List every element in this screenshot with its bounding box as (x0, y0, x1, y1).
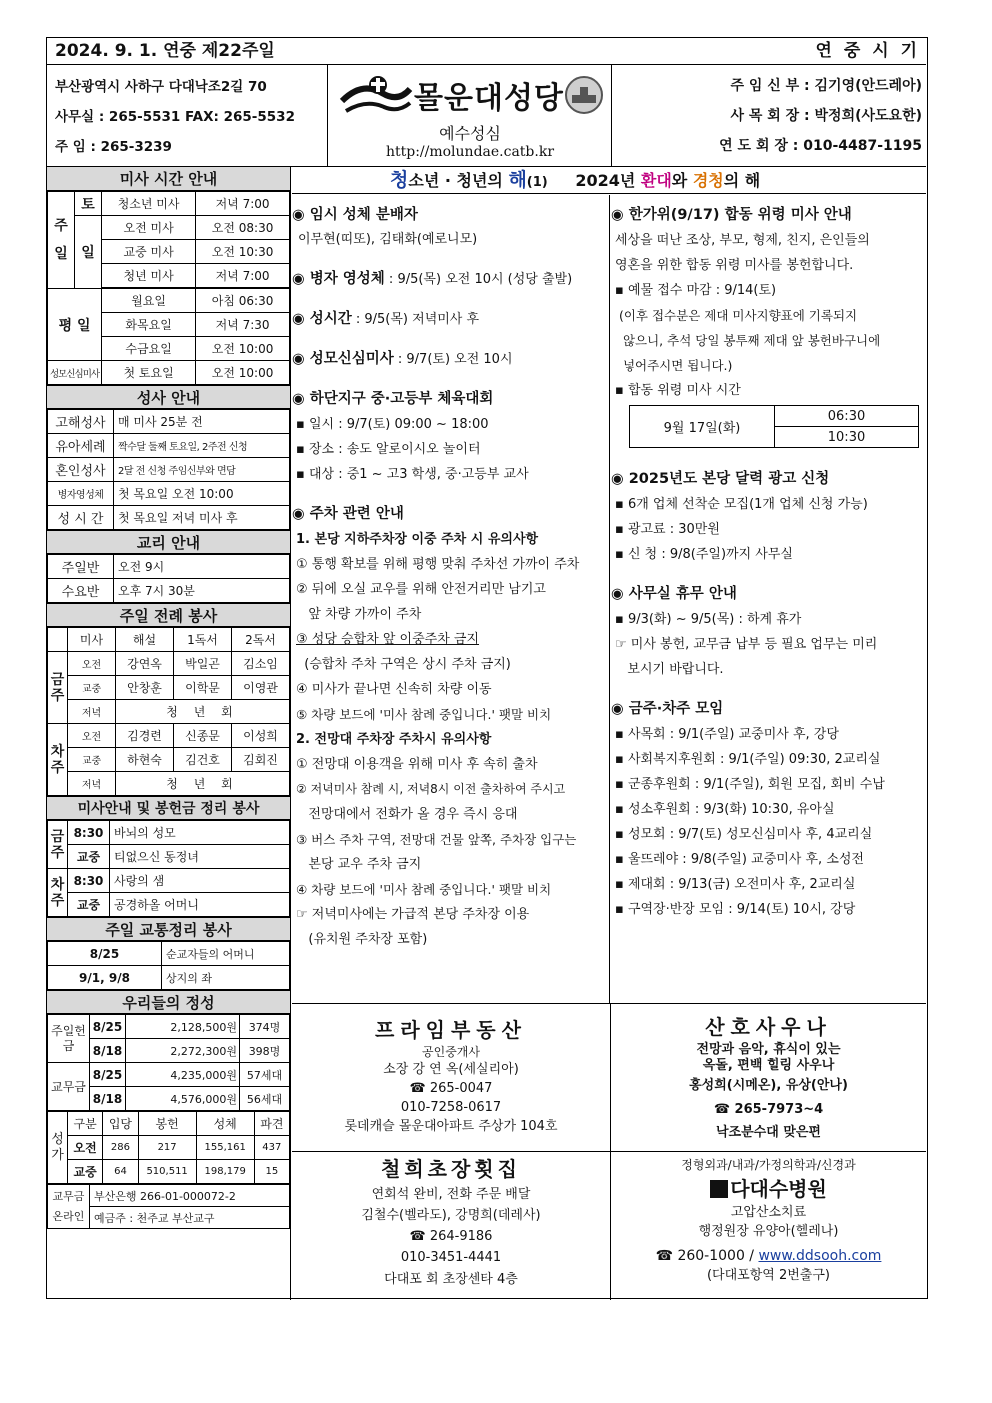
mass-time: 아침 06:30 (196, 289, 290, 313)
ad-title: 프라임부동산 (375, 1018, 527, 1042)
reader: 김경련 (116, 724, 174, 748)
doctrine-table (47, 554, 290, 603)
mass-time: 저녁 7:00 (196, 264, 290, 288)
hospital-logo-icon (710, 1180, 728, 1198)
head-priest: 주 임 신 부 : 김기영(안드레아) (730, 78, 922, 94)
year-banner (292, 167, 926, 194)
mass-slot: 교중 (68, 893, 110, 917)
banner-text: 해 (508, 169, 527, 191)
youth-president: 연 도 회 장 : 010-4487-1195 (719, 138, 922, 154)
parish-url[interactable]: http://molundae.catb.kr (385, 144, 555, 160)
reader: 안창훈 (116, 676, 174, 700)
sacrament-name: 혼인성사 (48, 458, 114, 482)
traffic-title: 주일 교통정리 봉사 (47, 917, 290, 941)
group-name: 순교자들의 어머니 (162, 942, 290, 966)
body-text: ☞ 미사 봉헌, 교무금 납부 등 필요 업무는 미리 (615, 637, 878, 652)
ad-line: 공인중개사 (422, 1045, 480, 1059)
body-text: ▪ 울뜨레야 : 9/8(주일) 교중미사 후, 소성전 (615, 852, 864, 867)
col-header: 파견 (254, 1112, 289, 1136)
class-name: 수요반 (48, 579, 114, 603)
body-text: (이후 접수분은 제대 미사지향표에 기록되지 (615, 308, 858, 323)
sunday-offering-label: 주일헌금 (48, 1015, 90, 1063)
memorial-time: 10:30 (775, 427, 919, 448)
account-holder: 예금주 : 천주교 부산교구 (90, 1207, 290, 1229)
body-text: ① 통행 확보를 위해 평행 맞춰 주차선 가까이 주차 (296, 557, 580, 572)
doctrine-title: 교리 안내 (47, 530, 290, 554)
ad-title: 산호사우나 (705, 1015, 832, 1039)
ad-line: 홍성희(시메온), 유상(안나) (689, 1078, 848, 1093)
body-text: ▪ 구역장·반장 모임 : 9/14(토) 10시, 강당 (615, 902, 856, 917)
mass-slot: 교중 (68, 845, 110, 869)
body-text: ▪ 일시 : 9/7(토) 09:00 ~ 18:00 (296, 417, 489, 432)
sacraments-title: 성사 안내 (47, 385, 290, 409)
middle-column (292, 195, 610, 1003)
mass-slot: 저녁 (68, 772, 116, 796)
il-label: 일 (75, 216, 102, 289)
mass-slot: 8:30 (68, 821, 110, 845)
body-text: ② 뒤에 오실 교우를 위해 안전거리만 남기고 (296, 582, 546, 597)
mass-name: 오전 미사 (102, 216, 196, 240)
mass-name: 청년 미사 (102, 264, 196, 288)
banner-text: 와 (671, 171, 693, 190)
section-heading: ◉ 하단지구 중·고등부 체육대회 (292, 391, 494, 407)
group-name: 티없으신 동정녀 (110, 845, 290, 869)
body-text: 앞 차량 가까이 주차 (296, 607, 422, 622)
section-heading: ◉ 임시 성체 분배자 (292, 207, 418, 223)
bulletin-sheet (46, 37, 928, 1299)
amount: 2,272,300원 (126, 1039, 240, 1063)
ad-line: 연회석 완비, 전화 주문 배달 (371, 1187, 531, 1202)
reader: 이성희 (232, 724, 290, 748)
mass-times-table (47, 191, 290, 385)
mass-name: 첫 토요일 (102, 361, 196, 385)
banner-text: 2024년 (575, 171, 641, 190)
sacrament-name: 병자영성체 (48, 482, 114, 506)
body-text: ④ 차량 보드에 '미사 참례 중입니다.' 팻말 비치 (296, 882, 552, 897)
body-text: ▪ 사회복지후원회 : 9/1(주일) 09:30, 2교리실 (615, 752, 881, 767)
reader: 김건호 (174, 748, 232, 772)
mass-slot: 오전 (68, 724, 116, 748)
mass-slot: 오전 (68, 1136, 103, 1160)
section-heading: ◉ 주차 관련 안내 (292, 506, 404, 522)
memorial-mass-table (629, 405, 919, 448)
mass-times-title: 미사 시간 안내 (47, 167, 290, 191)
banner-text: 환대 (640, 171, 672, 190)
col-header: 미사 (68, 628, 116, 652)
banner-text: 청 (390, 169, 409, 191)
body-text: ▪ 신 청 : 9/8(주일)까지 사무실 (615, 547, 793, 562)
body-text: 영혼을 위한 합동 위령 미사를 봉헌합니다. (615, 258, 854, 273)
date: 8/18 (90, 1039, 126, 1063)
reader: 김소임 (232, 652, 290, 676)
sacraments-table (47, 409, 290, 530)
col-header: 성체 (196, 1112, 254, 1136)
finance-title: 우리들의 정성 (47, 990, 290, 1014)
col-header: 봉헌 (138, 1112, 196, 1136)
online-label: 교무금 온라인 (48, 1185, 90, 1229)
body-text: ▪ 장소 : 송도 알로이시오 놀이터 (296, 442, 481, 457)
mass-time: 오전 10:00 (196, 337, 290, 361)
weekday-label: 평 일 (48, 289, 102, 361)
mass-time: 오전 10:00 (196, 361, 290, 385)
body-text: 전망대에서 전화가 올 경우 즉시 응대 (296, 807, 518, 822)
body-text: ▪ 성소후원회 : 9/3(화) 10:30, 유아실 (615, 802, 835, 817)
mass-name: 청소년 미사 (102, 192, 196, 216)
parish-logo-area (327, 65, 611, 167)
mass-slot: 교중 (68, 748, 116, 772)
body-text: 않으니, 추석 당일 봉투째 제대 앞 봉헌바구니에 (615, 333, 881, 348)
ad-sauna (611, 1012, 926, 1144)
ad-real-estate (292, 1015, 610, 1136)
date: 8/25 (48, 942, 162, 966)
ad-line: ☎ 260-1000 / www.ddsooh.com (655, 1248, 882, 1264)
col-header: 2독서 (232, 628, 290, 652)
reader: 신종문 (174, 724, 232, 748)
patron-saint: 예수성심 (439, 124, 501, 143)
body-text: 본당 교우 주차 금지 (296, 857, 422, 872)
contact-info (47, 65, 327, 167)
count: 374명 (240, 1015, 290, 1039)
ad-hospital (611, 1156, 926, 1285)
group-name: 사랑의 샘 (110, 869, 290, 893)
body-text: 이무현(띠또), 김태화(예로니모) (298, 232, 478, 247)
section-heading: ◉ 한가위(9/17) 합동 위령 미사 안내 (611, 207, 852, 223)
group-name: 상지의 좌 (162, 966, 290, 990)
pastor-phone: 주 임 : 265-3239 (55, 139, 172, 155)
ad-line: 소장 강 연 옥(세실리아) (383, 1062, 519, 1077)
tithe-label: 교무금 (48, 1063, 90, 1111)
col-header: 구분 (68, 1112, 103, 1136)
ad-line: 고압산소치료 (730, 1205, 807, 1220)
ad-line: 다대포 회 초장센타 4층 (384, 1272, 518, 1287)
memorial-date: 9월 17일(화) (630, 406, 775, 448)
mass-time: 저녁 7:30 (196, 313, 290, 337)
body-text: ▪ 군종후원회 : 9/1(주일), 회원 모집, 회비 수납 (615, 777, 885, 792)
banner-text: 소년 · 청년의 (408, 171, 509, 190)
ad-line: 낙조분수대 맞은편 (716, 1125, 821, 1140)
body-text: ☞ 저녁미사에는 가급적 본당 주차장 이용 (296, 907, 530, 922)
sacrament-name: 유아세례 (48, 434, 114, 458)
body-text: ▪ 대상 : 중1 ~ 고3 학생, 중·고등부 교사 (296, 467, 529, 482)
body-text: ▪ 제대회 : 9/13(금) 오전미사 후, 2교리실 (615, 877, 856, 892)
finance-table (47, 1014, 290, 1111)
col-header: 입당 (103, 1112, 138, 1136)
hymn-no: 198,179 (196, 1160, 254, 1184)
mass-name: 화목요일 (102, 313, 196, 337)
ad-line: 옥돌, 편백 힐링 사우나 (702, 1058, 835, 1073)
ad-title: 철희초장횟집 (381, 1157, 521, 1181)
hymn-no: 217 (138, 1136, 196, 1160)
sacrament-info: 첫 목요일 저녁 미사 후 (114, 506, 290, 530)
class-name: 주일반 (48, 555, 114, 579)
sacrament-info: 첫 목요일 오전 10:00 (114, 482, 290, 506)
section-heading: ◉ 성모신심미사 : 9/7(토) 오전 10시 (292, 351, 513, 367)
hymn-no: 155,161 (196, 1136, 254, 1160)
parish-name: 몰운대성당 (414, 81, 564, 116)
ad-line: 전망과 음악, 휴식이 있는 (696, 1042, 841, 1057)
body-text: ② 저녁미사 참례 시, 저녁8시 이전 출차하여 주시고 (296, 782, 566, 796)
left-column (47, 167, 291, 1300)
memorial-time: 06:30 (775, 406, 919, 427)
saturday-label: 토 (75, 192, 102, 216)
hymn-no: 437 (254, 1136, 289, 1160)
ad-line: ☎ 265-7973~4 (713, 1102, 824, 1117)
ad-line: 롯데캐슬 몰운대아파트 주상가 104호 (344, 1119, 558, 1134)
reader: 하현숙 (116, 748, 174, 772)
sacrament-name: 성 시 간 (48, 506, 114, 530)
hymn-no: 510,511 (138, 1160, 196, 1184)
col-header: 1독서 (174, 628, 232, 652)
liturgy-table (47, 627, 290, 796)
hospital-website-link[interactable]: www.ddsooh.com (758, 1248, 882, 1264)
section-heading: ◉ 병자 영성체 : 9/5(목) 오전 10시 (성당 출발) (292, 271, 573, 287)
date: 8/18 (90, 1087, 126, 1111)
next-week-label: 차주 (48, 869, 68, 917)
body-text: ▪ 사목회 : 9/1(주일) 교중미사 후, 강당 (615, 727, 839, 742)
this-week-label: 금주 (48, 821, 68, 869)
mass-slot: 오전 (68, 652, 116, 676)
mass-name: 월요일 (102, 289, 196, 313)
sacrament-info: 매 미사 25분 전 (114, 410, 290, 434)
sub-heading: 2. 전망대 주차장 주차시 유의사항 (296, 732, 492, 747)
office-phone: 사무실 : 265-5531 FAX: 265-5532 (55, 109, 295, 125)
ad-line: 행정원장 유양아(헬레나) (698, 1224, 839, 1239)
sacrament-info: 짝수달 둘째 토요일, 2주전 신청 (114, 434, 290, 458)
hymn-no: 15 (254, 1160, 289, 1184)
banner-text: (1) (526, 175, 548, 190)
liturgical-season: 연 중 시 기 (815, 41, 920, 61)
ad-line: 김철수(벨라도), 강명희(데레사) (361, 1208, 541, 1223)
next-week-label: 차주 (48, 724, 68, 796)
col-header: 해설 (116, 628, 174, 652)
hymn-no: 64 (103, 1160, 138, 1184)
ad-line: 010-3451-4441 (400, 1250, 502, 1265)
count: 56세대 (240, 1087, 290, 1111)
hymn-label: 성가 (48, 1112, 68, 1184)
ad-restaurant (292, 1154, 610, 1292)
ad-line: (다대포항역 2번출구) (706, 1268, 830, 1283)
sacrament-info: 2달 전 신청 주임신부와 면담 (114, 458, 290, 482)
date: 8/25 (90, 1063, 126, 1087)
body-text: ▪ 성모회 : 9/7(토) 성모신심미사 후, 4교리실 (615, 827, 873, 842)
bank-account: 부산은행 266-01-000072-2 (90, 1185, 290, 1207)
offering-service-table (47, 820, 290, 917)
group-name: 바뇌의 성모 (110, 821, 290, 845)
body-text: ▪ 6개 업체 선착순 모집(1개 업체 신청 가능) (615, 497, 868, 512)
address: 부산광역시 사하구 다대낙조2길 70 (55, 79, 267, 95)
youth-group: 청 년 회 (116, 700, 290, 724)
section-heading: ◉ 사무실 휴무 안내 (611, 586, 737, 602)
ad-line: ☎ 264-9186 (409, 1229, 493, 1244)
offering-service-title: 미사안내 및 봉헌금 정리 봉사 (47, 796, 290, 820)
class-time: 오전 9시 (114, 555, 290, 579)
ad-line: 010-7258-0617 (400, 1100, 502, 1115)
body-text: (승합차 주차 구역은 상시 주차 금지) (296, 657, 511, 672)
sunday-label: 주 일 (48, 192, 75, 289)
sacrament-name: 고해성사 (48, 410, 114, 434)
body-text: ▪ 예물 접수 마감 : 9/14(토) (615, 283, 777, 298)
council-president: 사 목 회 장 : 박정희(사도요한) (730, 108, 922, 124)
mass-name: 교중 미사 (102, 240, 196, 264)
body-text: ⑤ 차량 보드에 '미사 참례 중입니다.' 팻말 비치 (296, 707, 552, 722)
body-text: ▪ 광고료 : 30만원 (615, 522, 720, 537)
date: 9/1, 9/8 (48, 966, 162, 990)
reader: 김회진 (232, 748, 290, 772)
mass-slot: 교중 (68, 676, 116, 700)
parish-wave-logo-icon (338, 73, 414, 117)
this-week-label: 금주 (48, 652, 68, 724)
ad-line: ☎ 265-0047 (409, 1081, 493, 1096)
church-emblem-icon (564, 75, 604, 115)
mass-time: 오전 08:30 (196, 216, 290, 240)
banner-text: 의 해 (723, 171, 761, 190)
mass-time: 오전 10:30 (196, 240, 290, 264)
amount: 4,235,000원 (126, 1063, 240, 1087)
parish-officers (611, 65, 926, 167)
body-text: ▪ 9/3(화) ~ 9/5(목) : 하계 휴가 (615, 612, 802, 627)
sacred-heart-label: 성모신심미사 (48, 361, 102, 385)
section-heading: ◉ 성시간 : 9/5(목) 저녁미사 후 (292, 311, 480, 327)
body-text-underlined: ③ 성당 승합차 앞 이중주차 금지 (296, 632, 480, 647)
mass-slot: 저녁 (68, 700, 116, 724)
mass-name: 수금요일 (102, 337, 196, 361)
amount: 4,576,000원 (126, 1087, 240, 1111)
reader: 강연옥 (116, 652, 174, 676)
count: 57세대 (240, 1063, 290, 1087)
hymn-no: 286 (103, 1136, 138, 1160)
youth-group: 청 년 회 (116, 772, 290, 796)
bulletin-date: 2024. 9. 1. 연중 제22주일 (55, 41, 275, 61)
body-text: ③ 버스 주차 구역, 전망대 건물 앞쪽, 주차장 입구는 (296, 832, 577, 847)
body-text: ① 전망대 이용객을 위해 미사 후 속히 출차 (296, 757, 538, 772)
body-text: 보시기 바랍니다. (615, 662, 724, 677)
liturgy-title: 주일 전례 봉사 (47, 603, 290, 627)
banner-text: 경청 (692, 171, 724, 190)
class-time: 오후 7시 30분 (114, 579, 290, 603)
mass-slot: 8:30 (68, 869, 110, 893)
body-text: 넣어주시면 됩니다.) (615, 358, 733, 373)
body-text: 세상을 떠난 조상, 부모, 형제, 친지, 은인들의 (615, 233, 870, 248)
sub-heading: 1. 본당 지하주차장 이중 주차 시 유의사항 (296, 532, 539, 547)
section-heading: ◉ 2025년도 본당 달력 광고 신청 (611, 471, 830, 487)
reader: 박일곤 (174, 652, 232, 676)
body-text: (유치원 주차장 포함) (296, 932, 428, 947)
online-account (47, 1184, 290, 1229)
reader: 이영관 (232, 676, 290, 700)
amount: 2,128,500원 (126, 1015, 240, 1039)
ad-title: 다대수병원 (611, 1175, 926, 1203)
traffic-table (47, 941, 290, 990)
top-bar (47, 38, 926, 65)
body-text: ④ 미사가 끝나면 신속히 차량 이동 (296, 682, 492, 697)
right-column (611, 195, 926, 1003)
section-heading: ◉ 금주·차주 모임 (611, 701, 724, 717)
reader: 이학문 (174, 676, 232, 700)
hymn-table (47, 1111, 290, 1184)
mass-slot: 교중 (68, 1160, 103, 1184)
ad-line: 정형외과/내과/가정의학과/신경과 (681, 1158, 856, 1172)
group-name: 공경하올 어머니 (110, 893, 290, 917)
mass-time: 저녁 7:00 (196, 192, 290, 216)
body-text: ▪ 합동 위령 미사 시간 (615, 383, 741, 398)
count: 398명 (240, 1039, 290, 1063)
date: 8/25 (90, 1015, 126, 1039)
